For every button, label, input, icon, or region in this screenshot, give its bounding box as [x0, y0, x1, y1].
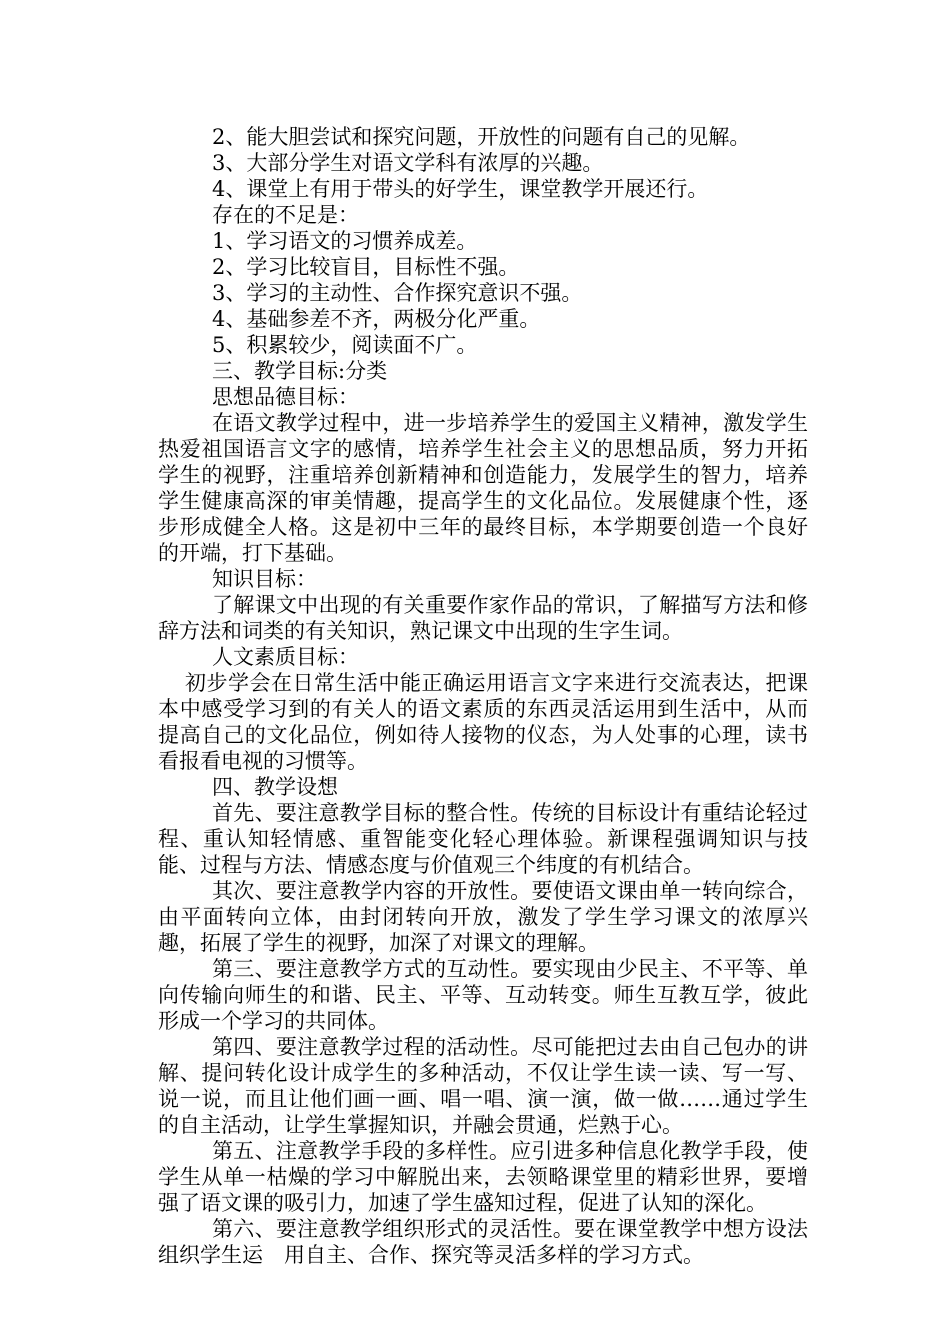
weakness-heading: 存在的不足是：: [212, 203, 359, 227]
weakness-item-2: 2、学习比较盲目，目标性不强。: [212, 255, 520, 279]
section-3-heading: 三、教学目标:分类: [212, 359, 388, 383]
teaching-idea-2: 其次、要注意教学内容的开放性。要使语文课由单一转向综合，由平面转向立体，由封闭转向开放，激发了学生学习课文的浓厚兴趣，拓展了学生的视野，加深了对课文的理解。: [158, 879, 808, 955]
strength-item-4: 4、课堂上有用于带头的好学生，课堂教学开展还行。: [212, 177, 709, 201]
humanities-goal-paragraph: 初步学会在日常生活中能正确运用语言文字来进行交流表达，把课本中感受学习到的有关人的语文素质的东西灵活运用到生活中，从而提高自己的文化品位，例如待人接物的仪态，为人处事的心理，读书看报看电视的习惯等。: [158, 671, 808, 773]
teaching-idea-5: 第五、注意教学手段的多样性。应引进多种信息化教学手段，使学生从单一枯燥的学习中解脱出来，去领略课堂里的精彩世界，要增强了语文课的吸引力，加速了学生盛知过程，促进了认知的深化。: [158, 1139, 808, 1215]
strength-item-2: 2、能大胆尝试和探究问题，开放性的问题有自己的见解。: [212, 125, 751, 149]
weakness-item-5: 5、积累较少，阅读面不广。: [212, 333, 478, 357]
knowledge-goal-heading: 知识目标：: [212, 567, 317, 591]
moral-goal-heading: 思想品德目标：: [212, 385, 359, 409]
document-body: [158, 124, 808, 1268]
teaching-idea-6: 第六、要注意教学组织形式的灵活性。要在课堂教学中想方设法组织学生运 用自主、合作、探究等灵活多样的学习方式。: [158, 1217, 808, 1267]
humanities-goal-heading: 人文素质目标：: [212, 645, 359, 669]
knowledge-goal-paragraph: 了解课文中出现的有关重要作家作品的常识，了解描写方法和修辞方法和词类的有关知识，熟记课文中出现的生字生词。: [158, 593, 808, 643]
weakness-item-1: 1、学习语文的习惯养成差。: [212, 229, 478, 253]
teaching-idea-1: 首先、要注意教学目标的整合性。传统的目标设计有重结论轻过程、重认知轻情感、重智能变化轻心理体验。新课程强调知识与技能、过程与方法、情感态度与价值观三个纬度的有机结合。: [158, 801, 808, 877]
teaching-idea-3: 第三、要注意教学方式的互动性。要实现由少民主、不平等、单向传输向师生的和谐、民主、平等、互动转变。师生互教互学，彼此形成一个学习的共同体。: [158, 957, 808, 1033]
moral-goal-paragraph: 在语文教学过程中，进一步培养学生的爱国主义精神，激发学生热爱祖国语言文字的感情，培养学生社会主义的思想品质，努力开拓学生的视野，注重培养创新精神和创造能力，发展学生的智力，培养学生健康高深的审美情趣，提高学生的文化品位。发展健康个性，逐步形成健全人格。这是初中三年的最终目标，本学期要创造一个良好的开端，打下基础。: [158, 411, 808, 565]
teaching-idea-4: 第四、要注意教学过程的活动性。尽可能把过去由自己包办的讲解、提问转化设计成学生的多种活动，不仅让学生读一读、写一写、说一说，而且让他们画一画、唱一唱、演一演，做一做……通过学生的自主活动，让学生掌握知识，并融会贯通，烂熟于心。: [158, 1035, 808, 1137]
weakness-item-3: 3、学习的主动性、合作探究意识不强。: [212, 281, 583, 305]
strength-item-3: 3、大部分学生对语文学科有浓厚的兴趣。: [212, 151, 604, 175]
section-4-heading: 四、教学设想: [212, 775, 338, 799]
weakness-item-4: 4、基础参差不齐，两极分化严重。: [212, 307, 541, 331]
